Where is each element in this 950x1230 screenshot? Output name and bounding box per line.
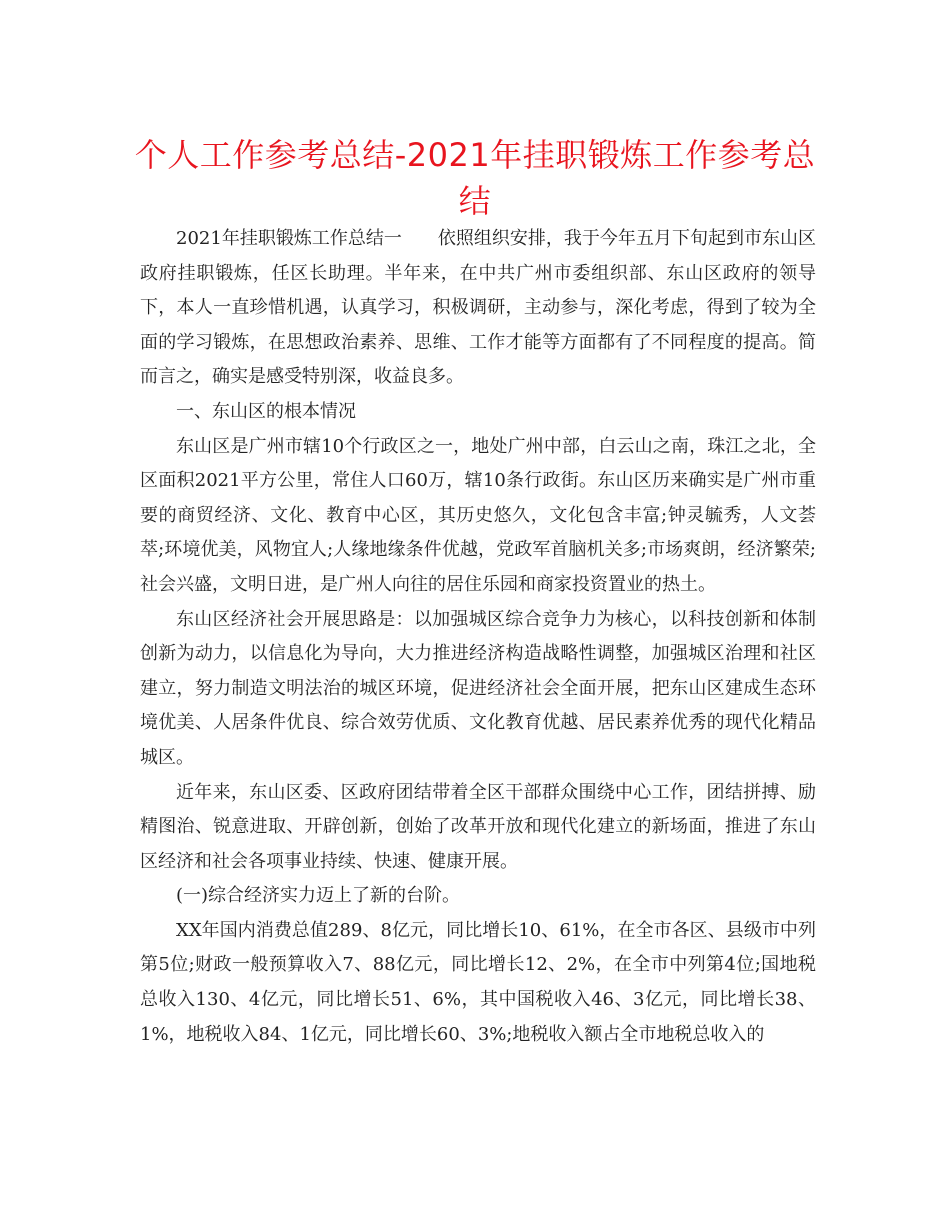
paragraph-development-strategy: 东山区经济社会开展思路是：以加强城区综合竞争力为核心，以科技创新和体制创新为动力，以信息化为导向，大力推进经济构造战略性调整，加强城区治理和社区建立，努力制造文明法治的城区环境，促进经济社会全面开展，把东山区建成生态环境优美、人居条件优良、综合效劳优质、文化教育优越、居民素养优秀的现代化精品城区。 [140,608,816,768]
paragraph-economic-figures: XX年国内消费总值289、8亿元，同比增长10、61%，在全市各区、县级市中列第5位;财政一般预算收入7、88亿元，同比增长12、2%，在全市中列第4位;国地税总收入130、4亿元，同比增长51、6%，其中国税收入46、3亿元，同比增长38、1%，地税收入84、1亿元，同比增长60、3%;地税收入额占全市地税总收入的 [140,919,816,1045]
subsection-heading-economic-strength: (一)综合经济实力迈上了新的台阶。 [176,885,461,907]
section-heading-basic-situation: 一、东山区的根本情况 [176,400,356,422]
paragraph-district-overview: 东山区是广州市辖10个行政区之一，地处广州中部，白云山之南，珠江之北，全区面积2021平方公里，常住人口60万，辖10条行政街。东山区历来确实是广州市重要的商贸经济、文化、教育中心区，其历史悠久，文化包含丰富;钟灵毓秀，人文荟萃;环境优美，风物宜人;人缘地缘条件优越，党政军首脑机关多;市场爽朗，经济繁荣;社会兴盛，文明日进，是广州人向往的居住乐园和商家投资置业的热土。 [140,435,816,595]
document-body [140,222,816,1052]
document-title: 个人工作参考总结-2021年挂职锻炼工作参考总结 [134,136,816,220]
paragraph-recent-achievements: 近年来，东山区委、区政府团结带着全区干部群众围绕中心工作，团结拼搏、励精图治、锐意进取、开辟创新，创始了改革开放和现代化建立的新场面，推进了东山区经济和社会各项事业持续、快速、健康开展。 [140,781,816,872]
paragraph-intro: 2021年挂职锻炼工作总结一 依照组织安排，我于今年五月下旬起到市东山区政府挂职锻炼，任区长助理。半年来，在中共广州市委组织部、东山区政府的领导下，本人一直珍惜机遇，认真学习，积极调研，主动参与，深化考虑，得到了较为全面的学习锻炼，在思想政治素养、思维、工作才能等方面都有了不同程度的提高。简而言之，确实是感受特别深，收益良多。 [140,228,816,388]
